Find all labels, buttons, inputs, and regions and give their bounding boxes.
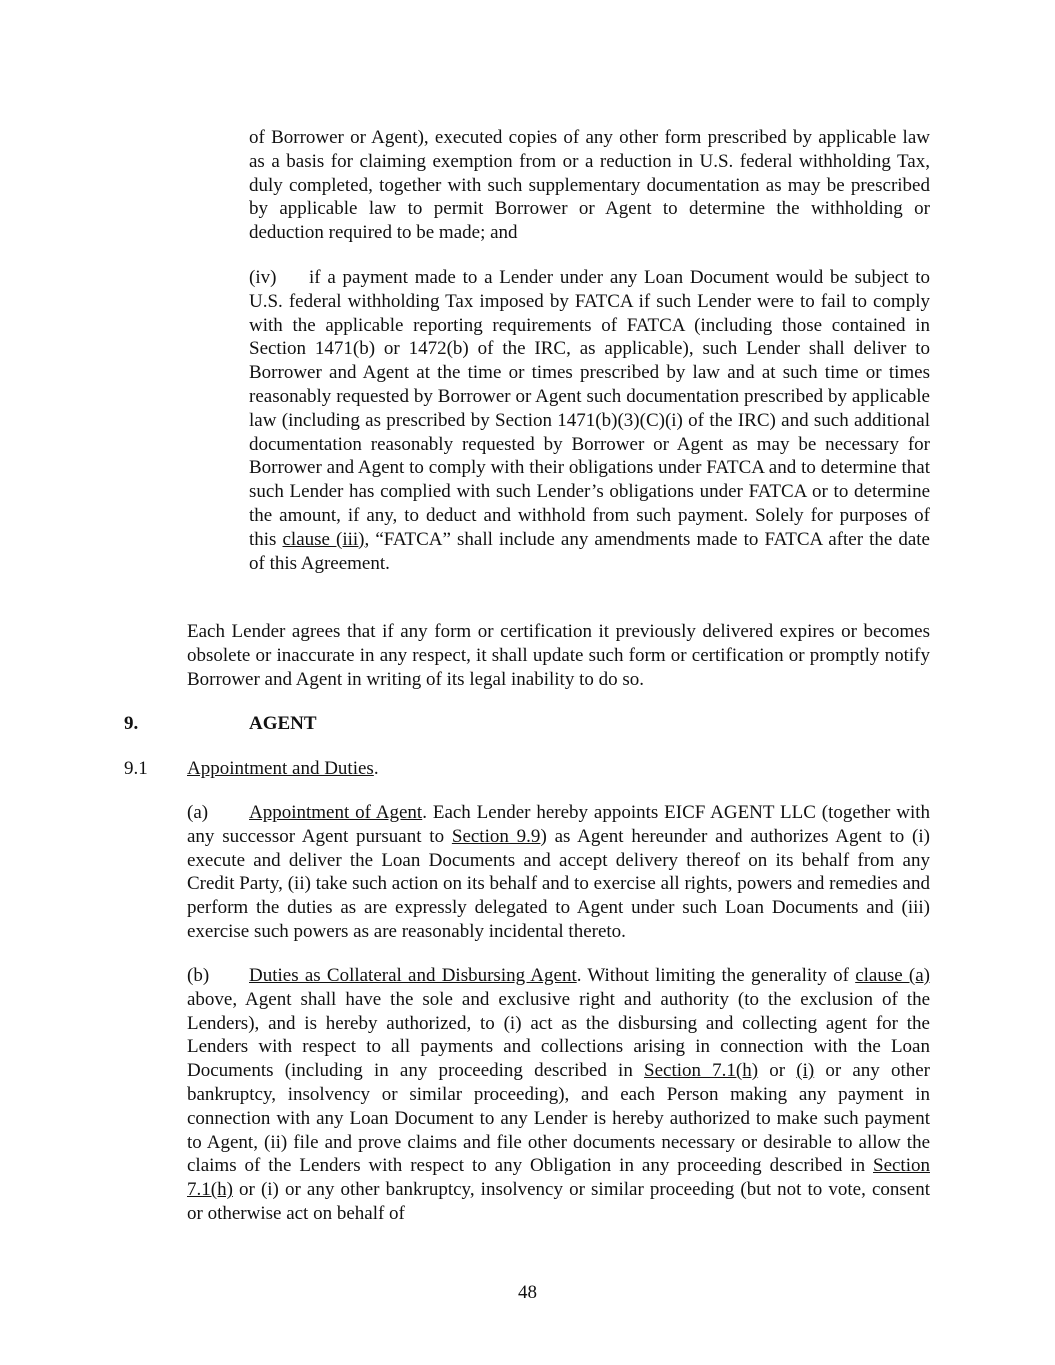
section-9-number: 9. [124, 713, 139, 734]
clause-iii-link[interactable]: clause (iii) [282, 528, 365, 550]
paragraph-iv-marker: (iv) [249, 267, 277, 288]
section-7-1-h-link-2[interactable]: Section 7.1(h) [187, 1155, 930, 1201]
page-number: 48 [518, 1282, 537, 1303]
section-9-1-number: 9.1 [124, 758, 148, 779]
section-9-1-title: Appointment and Duties [187, 758, 374, 779]
section-9-1-heading: Appointment and Duties. [187, 758, 379, 779]
paragraph-b-marker: (b) [187, 965, 210, 986]
paragraph-a-marker: (a) [187, 802, 209, 823]
paragraph-b-heading: Duties as Collateral and Disbursing Agent [249, 965, 577, 986]
paragraph-iii-continuation: of Borrower or Agent), executed copies of any other form prescribed by applicable law as a basis for claiming exemption from or a reduction in U.S. federal withholding Tax, duly completed, together with such supplementary documentation as may be prescribed by applicable law to permit Borrower or Agent to determine the withholding or deduction required to be made; and [249, 127, 930, 244]
paragraph-each-lender: Each Lender agrees that if any form or certification it previously delivered expires or becomes obsolete or inaccurate in any respect, it shall update such form or certification or promptly notify Borrower and Agent in writing of its legal inability to do so. [187, 621, 930, 690]
section-9-title: AGENT [249, 713, 317, 734]
paragraph-a: (a) Appointment of Agent. Each Lender hereby appoints EICF AGENT LLC (together with any successor Agent pursuant to Section 9.9) as Agent hereunder and authorizes Agent to (i) execute and deliver the Loan Documents and accept delivery thereof on its behalf from any Credit Party, (ii) take such action on its behalf and to exercise all rights, powers and remedies and perform the duties as are expressly delegated to Agent under such Loan Documents and (iii) exercise such powers as are reasonably incidental thereto. [187, 802, 931, 942]
clause-i-link[interactable]: (i) [796, 1060, 815, 1082]
section-7-1-h-link[interactable]: Section 7.1(h) [644, 1060, 759, 1082]
clause-a-link[interactable]: clause (a) [855, 965, 930, 986]
paragraph-iv: (iv) if a payment made to a Lender under any Loan Document would be subject to U.S. federal withholding Tax imposed by FATCA if such Lender were to fail to comply with the applicable reporting requirements of FATCA (including those contained in Section 1471(b) or 1472(b) of the IRC, as applicable), such Lender shall deliver to Borrower and Agent at the time or times prescribed by law and at such time or times reasonably requested by Borrower or Agent such documentation prescribed by applicable law (including as prescribed by Section 1471(b)(3)(C)(i) of the IRC) and such additional documentation reasonably requested by Borrower or Agent as may be necessary for Borrower and Agent to comply with their obligations under FATCA and to determine that such Lender has complied with such Lender’s obligations under FATCA or to determine the amount, if any, to deduct and withhold from such payment. Solely for purposes of this clause (iii), “FATCA” shall include any amendments made to FATCA after the date of this Agreement. [249, 267, 930, 574]
paragraph-a-heading: Appointment of Agent [249, 802, 423, 823]
paragraph-b: (b) Duties as Collateral and Disbursing Agent. Without limiting the generality of clause (a) above, Agent shall have the sole and exclusive right and authority (to the exclusion of the Lenders), and is hereby authorized, to (i) act as the disbursing and collecting agent for the Lenders with respect to all payments and collections arising in connection with the Loan Documents (including in any proceeding described in Section 7.1(h) or (i) or any other bankruptcy, insolvency or similar proceeding), and each Person making any payment in connection with any Loan Document to any Lender is hereby authorized to make such payment to Agent, (ii) file and prove claims and file other documents necessary or desirable to allow the claims of the Lenders with respect to any Obligation in any proceeding described in Section 7.1(h) or (i) or any other bankruptcy, insolvency or similar proceeding (but not to vote, consent or otherwise act on behalf of [187, 965, 930, 1224]
section-9-9-link[interactable]: Section 9.9 [451, 825, 541, 847]
